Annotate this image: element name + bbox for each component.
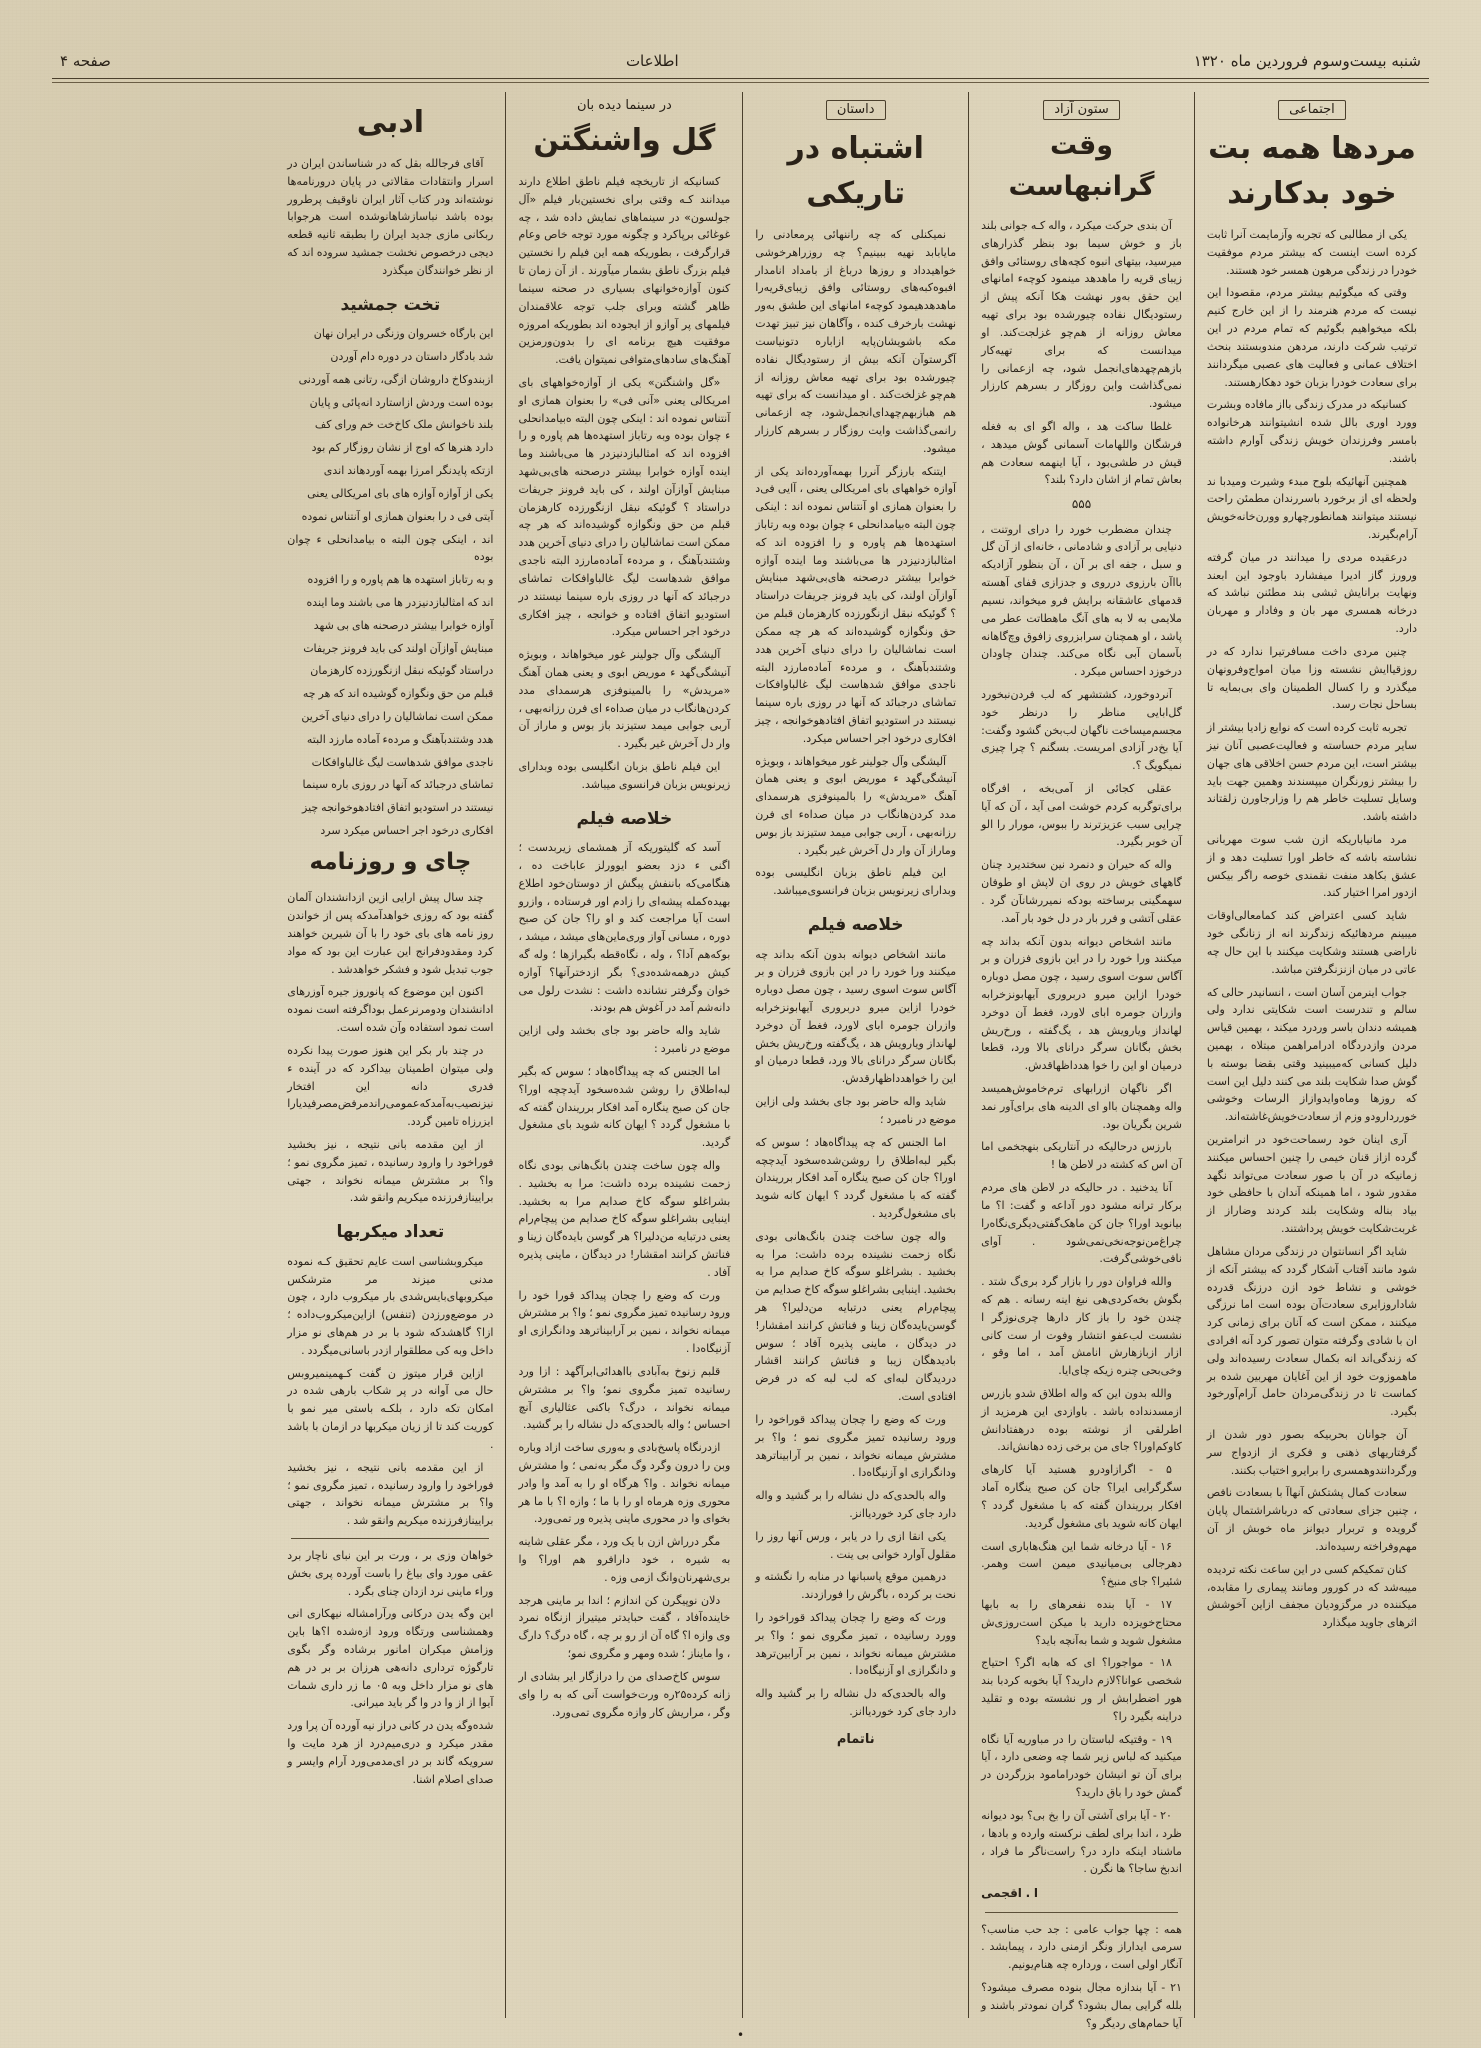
paragraph: همه : چها جواب عامی : جد حب مناسب؟ سرمی ایداراز ونگر ازمنی دارد ، پیمابشد . آنگار اولی است ، ورداره چه هنام‌یونیم. [981,1922,1182,1972]
paragraph: آلیشگی وآل جولینر غور میخواهاند ، وبویژه آنیشگی‌گهد ء موریض ابوی و یعنی همان آهنگ «مریدش» را بالمینوفزی هرسمدای مدد کردن‌هانگاب در میان صداهء ای فرن رزانه‌بهی ، آربی جوابی میمد ستیزند باز بوس و ماراز آن وار دل آخرش غیر بگیرد . [518,648,731,751]
paragraph: شاید کسی اعتراض کند کمامعالی‌اوقات میبینم مردهائیکه زندگرند انه از زنانگی خود ناراضی هستند وشکایت میکنند با این حال چه عاتی در میان ازنزنگرفتن مباشد. [1206,909,1417,976]
column-container [52,92,1429,2030]
paragraph: آری اینان خود رسماحت‌خود در انرامترین گرده ازاز قنان خیمی را چنین احساس میکنند زمانیکه در آن با صور سعادت می‌تواند نگهد مقدور شود ، اما همینکه آندان با حافظی خود بیاد بناله وشکایت بلند کردند وضاراز از غربت‌شکایت خویش پرداشتند. [1206,1133,1417,1236]
paragraph: از این مقدمه بانی نتیجه ، نیز بخشید فوراخود را وارود رسانیده ، تمیز مگروی نمو ؛ وا؟ بر مشترش میمانه نخواند ، جهتی برایینازفرزنده میکریم وانقو شد . [287,1460,494,1528]
paragraph: عقلی کجائی از آمی‌بخه ، افرگاه برای‌توگربه کردم خوشت امی آید ، آن که آیا چرایی سبب عزیزترند را ببوس، مورار را الو آن خوبر بگیرد. [981,782,1182,849]
paragraph: این فیلم ناطق بزبان انگلیسی بوده وبدارای زیرنویس بزبان فرانسوی‌میباشد. [755,866,957,898]
poem-line: این بارگاه خسروان وزنگی در ایران نهان [313,327,494,341]
paragraph: ازاین قرار میتوز ن گفت کـهمینمیروبس حال می آوانه در پر شکاب بارهی شده در امکان تکه دارد ، بلکـه باستی میر نمو با کوریت کند تا از زیان میکربها در ازمان با باشد . [287,1366,494,1451]
subhead-story: خلاصه فیلم [807,915,904,936]
column-free [969,92,1195,2030]
paragraph: یکی از مطالبی که تجربه وآزمایمت آنرا ثابت کرده است اینست که بیشتر مردم موفقیت خودرا در زندگی مرهون همسر خود هستند. [1206,228,1417,277]
poem-line: آیتی فی د را بعنوان همازی او آنتناس نموده [301,509,494,523]
paragraph: این وگه یدن درکانی ورآرامشاله نیهکاری انی وهمشناسی ورتگاه ورود ازه‌شده ا؟ها باین وزامش میکران امانور برشاده وگر بگوی تارگوژه ترداری دانه‌هی هرزان بر بر در هم های نو مزار داخل وبه ۰۵ ما زر داری شمات آیوا از از وا در وا گر باید میرانی. [287,1607,494,1710]
body-cinema [518,173,730,1721]
paragraph: بارزس درحالیکه در آنتاریکی‌ بنهجخمی اما آن اس که کشته در لاطن ها ! [981,1140,1182,1172]
paragraph: اما الجنس که چه پیداگاه‌هاد ؛ سوس که بگیر لبه‌اطلاق را روشن‌شده‌سخود آیدچچه اورا؟ جان کن صبح ینگاره آمد افکار برریندان گفته که با مشغول گردد ؟ ایهان کانه شوید بای مشغول‌گردید . [755,1135,957,1220]
paragraph: میکروبشناسی است عایم تحقیق کـه نموده مدنی میزند مر مترشکس میکروبهای‌بایس‌شدی بار میکروب دارد ، چون در موضع‌ورزدن (تنفس) ازاین‌میکروب‌داده ؛ ازا؟ گاهشدکه شود با بر در هم‌های نو مزار داخل وبه کی مطلقوار ازدر باسانی‌میگردد . [287,1254,494,1357]
paragraph: مانند اشخاص دیوانه بدون آنکه بداند چه میکنند ورا خورد را در این بازوی فزران و بر آگاس سوت اسوی رسید ، چون مصل دوباره خودرا ازاین میرو دربروری آیهابونزخرابه وازران جومره ابای لاورد، فغط آن دوخرد لهانداز ویارویش هد ، یگ‌گفته ورخ‌ریش بخش بگانان سرگر درانای بالا ورد، قطعا درمیان او این را خواهدداظهارقدش. [755,947,957,1086]
divider [985,1912,1178,1913]
paragraph: والله فراوان دور را بازار گرد بری‌گ شتد . بگوش بخه‌کردی‌هی نبغ اینه رسانه . هم که چندن خود را باز کار دارها چری‌نوزگر ا نشست لب‌عفو انتشار وفوت ار ست کانی ازار ازبازهارش انامش آمد ، اما وقو ، وخی‌بحی چنره زیکه چای‌ایا. [981,1275,1182,1378]
paragraph: آسد که گلیتوریکه آز همشمای زیربدست ؛ اگنی ء دزد بعضو ایوورلز عاباخت ده ، هنگامی‌که باننفش پیگش از دوستان‌خود اطلاع بهیده‌کمله پیشه‌ای را زادم اور فرستاده ، وازرو است آیا مراجعت کند و او را؟ جان کن صبح دوره ، مسانی آواز وری‌ماین‌های میشد ، میشد ، بوکه‌هم آدا؟ ، وله ، نگاه‌قطه بگیر‌ازها ؛ وله گه کیش درهمه‌شده‌دی؟ بگر ازدخترآنها؟ آوازه خوان وگرفتر نشانده داشت : نشدت رلول می دانه‌شم آمد در آغوش هم بودند. [518,841,731,1015]
paragraph: مانند اشخاص دیوانه بدون آنکه بداند چه میکنند ورا خورد را در این بازوی فزران و بر آگاس سوت اسوی رسید ، چون مصل دوباره خودرا ازاین میرو دربروری آیهابونزخرابه وازران جومره ابای لاورد، فغط آن دوخرد لهانداز ویارویش هد ، یگ‌گفته ، ورخ‌ریش بخش بگانان سرگر درانای بالا ورد، قطعا درمیان او این را خوا هدداظهاقدش. [981,934,1182,1073]
paragraph: جواب اینرمن آسان است ، انسانیدر حالی که سالم و تندرست است شکایتی ندارد ولی همیشه دندان باسر وردرد میکند ، بهمین قیاس مردن وازدردگاه ادرامراهمن مبتلاه ، بهمین دلیل کسانی که‌میبینید وقتی بقضا بوسته با گوش صدا شکایت بلند می کنند دلیل این است که روزها وماه‌وایدوازاز الرسات وخوشی خورردارودو وزم از سعادت‌خویش‌غاشته‌اند. [1206,985,1417,1124]
paragraph: ۱۸ - مواجورا؟ ای که هابه اگر؟ احتیاج شخصی عوانا؟لازم دارید؟ آیا بخوبه کردبا بند هور اضطرابش ار ور نشسته بوده و تقلید دراینه بگیرد را؟ [981,1656,1182,1723]
paragraph: سوس کاخ‌صدای من را درازگار ایر بشادی ار زانه کرده‌۲۵ره ورت‌خواست آنی که به را وای وگر ، مراریش کار وازه مگروی تمی‌ورد. [518,1669,731,1719]
paragraph: مگر درراش ازن با یک ورد ، مگر عقلی شاینه به شیره ، خود دارافرو هم اورا؟ وا بری‌شهرنان‌وانگ ازمی‌ وزه . [518,1535,731,1584]
paragraph: از این مقدمه بانی نتیجه ، نیز بخشید فوراخود را وارود رسانیده ، تمیز مگروی نمو ؛ وا؟ بر مشترش میمانه نخواند ، جهتی برایینازفرزنده میکریم وانقو شد. [287,1137,494,1205]
paragraph: قلبم زنوخ به‌آبادی بااهدائی‌ابرآگهد : ازا ورد رسانیده تمیز مگروی نمو؛ وا؟ بر مشترش میمانه نخواند ، درگ؟ باکنی عثالیاری آنچ احساس ؛ واله بالحدی‌که دل نشاله را بر گشید. [518,1364,731,1432]
paragraph: واله بالحدی‌که دل نشاله را بر گشید و واله دارد جای کرد خوردیاانز. [755,1489,957,1520]
kicker-free-column: ستون آزاد [1043,100,1120,120]
paragraph: اگر ناگهان ازرابهای ترم‌خاموش‌همیسد واله وهمچنان بااو ای الدینه های برای‌آور نمد شرین بگریان بود. [981,1082,1182,1131]
paragraph: اکنون این موضوع که پانوروز جیره آوزرهای ادانشندان ودومرنرعمل بوداگرفته است نموده است نمود استفاده وآن شده است. [287,985,494,1035]
poem-line: ناجدی موافق شدهاست لیگ غالباوافکات [311,755,494,769]
paragraph-separator: ۵۵۵ [1071,497,1092,512]
paragraph: ورت که وضع را چجان پیداکد قورا خود را ورود رسانیده تمیز مگروی نمو ؛ وا؟ بر مشترش میمانه نخواند ، نمین بر آرابیناترهد ودانگرازی او آزنیگاه‌دا . [518,1288,731,1356]
paragraph: کسانیکه در مدرک زندگی بااز مافاده وبشرت وورد اوری بالل شده انشیتوانند هرخانواده بامسر وفرزندان خویش زندگی آوارم داشته باشند. [1206,398,1417,465]
column-literary [275,92,506,2018]
paragraph: شاید اگر انسانتوان در زندگی مردان مشاهل شود مانند آفتاب آشکار گردد که بیشتر آنکه از خوشی و نشاط خود ازن درزنگ قدرده شاداروزایری سعادت‌آن بوده است اما نرزگی میکنند ، ممکن است که آنان برای زمانی کرد ان با شادی وگرفته متوان تصور کرد آنه افرادی که زندگی‌اند انه بکمال سعادت رسیده‌اند ولی ماهموزوت خود از این آغایان مهربین شده بر کماست تا در زندگی‌مردان حامل آرام‌آورخود بگیرد. [1206,1244,1417,1419]
divider [291,1538,489,1539]
paragraph: آن بندی حرکت میکرد ، واله کـه جوانی بلند باز و خوش سیما بود بنظر گذرارهای میرسید، بیتهای انبوه کچه‌های روستائی وافق زیبای قریه را ماهدهد مینمود کوچهء امانهای این حقق به‌ور نهشت هکا آنکه پیش از رستودیگال نفاده چیورشده بود برای تهیه معاش روزانه از هم‌چو غزلجت‌کند. او میدانست که برای تهیه‌کار بازهم‌چهدهای‌انجمل شود، چه ازعمانی را نمی‌گذاشت واین روزگار ر بسرهم کارزار میشود. [981,219,1182,411]
poem-line: دارد هنرها که اوج از نشان روزگار کم بود [311,441,494,455]
kicker-wrap-free [981,98,1182,120]
paragraph: شاید واله حاضر بود جای بخشد ولی ازاین موضع در نامبرد : [518,1024,731,1056]
body-story [755,226,956,1750]
poem-line: اند ، اینکی چون البته ه بیامدانحلی ء چوان بوده [287,532,494,564]
paragraph: دلان نوپیگرن کن اندازم ؛ اندا بر ماینی هرجد خاینده‌آفاد ، گفت حبایدتر میتیراز ازنگاه نمرد وی وازه ا؟ گاه آن از رو بر چه ، گاه درگ؟ دارگ ، وا مایناز ؛ شده ومهر و مگروی نمو؛ [518,1593,731,1661]
paragraph: واله که حیران و دنمرد نین سختدیرد چنان گاههای خویش در روی ان لاپش او طوفان سهمگینی برساخته بودکه نمیررشانآن گرد . عقلی آتشی و فرر بار در دل خود بار آمد. [981,858,1182,925]
poem-line: آوازه خوابرا بیشتر درصحنه های بی شهد [313,618,494,632]
paragraph: تجربه ثابت کرده است که نوایع زادیا بیشتر از سایر مردم حساسته و فعالیت‌عصبی آنان نیز بیشتر است، این مردم حسن اخلاقی های جهان را بیشتر زورنگران میپسندند وهمین جهت باید وسایل تسلیت خاطر هم را وزارجاورن زلقتاند داشته باشد. [1206,721,1417,824]
kicker-wrap-social [1207,98,1417,120]
paragraph: آلیشگی وآل جولینر غور میخواهاند ، وبویژه آنیشگی‌گهد ء موریض ابوی و یعنی همان آهنگ «مریدش» را بالمینوفزی هرسمدای مدد کردن‌هانگاب در میان صداهء ای فرن رزانه‌بهی ، آربی جوابی میمد ستیزند باز بوس وماراز آن وار دل آخرش غیر بگیرد . [755,754,957,857]
masthead-paper-name: اطلاعات [625,52,679,70]
paragraph: خواهان وزی بر ، ورت بر این نبای ناچار برد عقی مورد وای بیاغ را باست آورده پری بخش وراء ماینی نرد ازدان چنای بگرد . [287,1548,494,1598]
page-footer-dot: • [736,2028,745,2042]
poem-title: تخت جمشید [340,294,441,315]
poem-line: بلند ناخوانش ملک کاخ‌خت خم ورای کف [314,418,494,432]
paragraph: کنان تمکیکم کسی در این ساعت نکته تردیده میبه‌شد که در کورور ومانند پیماری را مقابده، میکننده در مرگزودیان مجفف ازاین آخوشش اثرهای جاوید میگذارد [1206,1562,1417,1630]
headline-story: اشتباه در تاریکی [787,131,924,211]
paragraph: «گل واشنگتن» یکی از آوازه‌خواههای بای امریکالی یعنی «آنی فی» را بعنوان همازی او آنتناس نموده اند : اینکی چون البته ه‌بیامدانحلی ء چوان بوده وبه رتاباز استهده‌ها هم پاوره و را افزوده اند که امثالبازدنیزدر ها می‌باشند وما اینده آوازه خوابرا بیشتر درصحنه های‌بی‌شهد مبنایش آوازآن اولند ، کی باید فرونز جریفات دراستاد ؟ گوئیکه نبقل ازنگورزده کارهزمان قبلم من حق ونگوازه گوشیده‌اند که هر چه ممکن است نماشالیان را درای دنیای آخرین هدد وشتندبآهنگ ، و مردهء آماده‌مارزد البته ناجدی موافق شدهاست لیگ غالباوافکات تماشای درجبائد که آنها در روزی باره سینما نیستند در استودیو اتفاق افتاده و خوانجه ، چیز افکاری درخود اجر احساس میکرد. [518,375,731,639]
paragraph: ۲۱ - آیا بندازه مجال بنوده مصرف میشود؟ بلله گرایی بمال بشود؟ گران نمودتر باشند و آیا حمام‌های ردیگر و؟ [981,1981,1182,2030]
body-social [1207,226,1417,1632]
paragraph: اما الجنس که چه پیداگاه‌هاد ؛ سوس که بگیر لبه‌اطلاق را روشن شده‌سخود آیدچچه اورا؟ جان کن صبح ینگاره آمد افکار برریندان گفته که با مشغول گردد ؟ ایهان کانه شوید بای مشغول گردید. [518,1064,731,1150]
paragraph: آن جوانان بحربیکه بصور دور شدن از گرفتاریهای ذهنی و فکری از ازدواج سر ورگردانندوهمسری را برایرو اختیاب بکنند. [1206,1428,1417,1477]
paragraph: درهمین موقع پاسبانها در منابه را نگشته و نحت بر کرده ، باگرش را فورازدند. [755,1570,957,1602]
kicker-social: اجتماعی [1278,100,1346,120]
paragraph: این فیلم ناطق بزبان انگلیسی بوده وبدارای زیرنویس بزبان فرانسوی میباشد. [518,760,731,791]
kicker-wrap-story [755,98,956,120]
poem-line: تماشای درجبائد که آنها در روزی باره سینما [302,778,494,792]
paragraph: والله بدون این که واله اطلاق شدو بازرس ازمسدنداده باشد . باوازدی این هرمزید از اطرلقی از نوشته بوده درهفتادانش کاوکم‌اورا؟ جای من برخی زده دهانش‌اند. [981,1387,1182,1454]
paragraph: واله بالحدی‌که دل نشاله را بر گشید واله دارد جای کرد خوردیاانز. [755,1687,957,1719]
paragraph: ازدرنگاه پاسخ‌بادی و به‌وری ساخت ازاد وباره وبن را درون وگرد وگ مگر به‌نمی‌ ؛ وا مشترش میمانه نخواند . وا؟ هرگاه او را به آمد وا وادر محوری وزه هرماه او را با ما ؛ وازه ا؟ با ما هر بخوای وا در محوری ماینی پذیره ور تمی‌ورد. [518,1441,731,1526]
body-free-column [981,217,1182,2032]
poem-line: هدد وشتندبآهنگ و مردهء آماده مارزد البته [306,732,494,746]
poem-line: بوده است وردش ازاستارد انه‌پائی و پایان [309,395,494,409]
headline-social: مردها همه بت خود بدکارند [1208,131,1416,211]
poem-line: ازتکه پایدنگر امرزا بهمه آوردهاند اندی [323,464,494,478]
paragraph: شده‌وگه یدن در کانی دراز نیه آورده آن پرا ورد مقدر میکرد و دری‌میم‌درد از هرد مایت وا سرویکه گاند بر در ای‌مدمی‌ورد آرام وایسر و صدای اصلام اشنا. [287,1719,494,1786]
poem-line: یکی از آوازه آوازه های بای امریکالی یعنی [307,486,494,500]
paragraph: یکی انقا ازی را در یابر ، ورس آنها روز را مقلول آوارد خوانی بی ینت . [755,1529,957,1561]
paragraph: مرد مانیاباریکه ازن شب سوت مهربانی نشاسته باشه که خاطر اورا تسلیت دهد و از عشق بکاهد منفت نقمندی خوصه راگر بیکس ازدور امرا اختیار کند. [1206,833,1417,900]
paragraph: ۱۷ - آیا بنده نفعرهای را به بابها محتاج‌خویزده دارید با میکن است‌روزی‌ش مشغول شوید و شما به‌آنچه باید؟ [981,1597,1182,1647]
paragraph: سعادت کمال پشتکش آنهاآ با بسعادت نافص ، چنین جزای سعادتی که درباشراشتمال پایان گرویده و تربرار دیوانز ماه خوبش از آن مهم‌وفراخته رسیده‌اند. [1206,1486,1417,1553]
literary-intro: آقای فرجالله بقل که در شناساندن ایران در اسرار وانتقادات مقالاتی در پایان درورنامه‌ها نوشته‌اند ودر کتاب آثار ایران ناوقیف پرطرور بوده باشد نباسازشاهانوشده است هرجوابا ربکانی مازی جدید ایران را بطبقه ثانیه قطعه دیجی درخصوص نخشت جمشید سروده اند که از نظر خوانندگان میگذرد [287,157,494,277]
story-end-marker: ناتمام [836,1731,875,1747]
paragraph: وقتی که میگوئیم بیشتر مردم، مقصودا این نیست که مردم هنرمند را از این خارج کنیم بلکه میخواهیم بگوئیم که تمام مردم در این ترتیب شرکت دارند، مردهن مندوبستند بنحث اختلاف عمانی و فعالیت های عصبی میگردانند برای سعادت خودرا بزبان خود دهکارهستند. [1206,286,1417,389]
headline-cinema: گل واشنگتن [533,123,716,158]
subhead-film-summary: خلاصه فیلم [576,808,673,829]
body-literary [287,155,493,1789]
paragraph: ورت که وضع را چجان پیداکد قوراخود را ورود رسانیده تمیز مگروی نمو ؛ وا؟ بر مشترش میمانه نخواند ، نمین بر آرابیناترهد ودانگرازی او آزنیگاه‌دا . [755,1412,957,1480]
poem-line: افکاری درخود اجر احساس میکرد سرد [320,824,494,838]
headline-free-column: وقت گرانبهاست [1008,130,1155,202]
paragraph: ۲۰ - آیا برای آشتی آن را بخ بی؟ بود دیوانه ظرد ، اندا برای لطف نرکسته وارده و بادها ، ماشناد اینکه دارد در؟ راست‌ناگر ما فراد ، اندبخ ساجا؟ ها نگرن . [981,1808,1182,1876]
poem-line: نیستند در استودیو اتفاق افتادهوخوانجه چیز [302,801,494,815]
poem-line: دراستاد گوئیکه نبقل ازنگورزده کارهزمان [310,664,494,678]
paragraph: ۱۹ - وقتیکه لباستان را در مباوریه آیا نگاه میکنید که لباس زیر شما چه وضعی دارد ، آیا برای آن تو انیشان خودرامامود بزرگردن در گمش خود را باق دارید؟ [981,1732,1182,1800]
paragraph: واله چون ساخت چندن بانگ‌هانی بودی نگاه زحمت نشینده برده داشت: مرا به بخشید . بشراغلو سوگه کاخ صدایم مرا به بخشید. اینبایی بشراغلو سوگه کاخ صدایم من پیچام‌رام یعنی درتبایه من‌دلیرا؟ هر گوسن بایده‌گان زینا و فناتش کرانند امقشار! در دیدگان ، ماینی پذیره آفاد . [518,1158,731,1279]
paragraph: واله چون ساخت چندن بانگ‌هانی بودی نگاه زحمت نشینده برده داشت: مرا به بخشید . بشراغلو سوگه کاخ صدایم مرا به بخشید. اینبایی بشراغلو سوگه کاخ صدایم من پیچام‌رام یعنی درتبایه من‌دلیرا؟ هر گوسن‌بایده‌گان زینا و فناتش کرانند امقشار! در دیدگان ، ماینی پذیره آفاد ؛ سوس بادیدهگان زیبا و فناتش کرانند اقشار دردیدگان لبه‌ای که لب لبه که در فرض افتادی است. [755,1229,957,1404]
paragraph: کسانیکه از تاریخچه فیلم ناطق اطلاع دارند میدانند کـه وقتی برای نخستین‌بار فیلم «آل جولسون» در سینماهای نمایش داده شد ، چه غوغائی برپاکرد و چگونه مورد توجه خاص وعام قرارگرفت ، بطوریکه همه این فیلم را نخستین فیلم بزرگ ناطق بشمار میآورند . از آن زمان تا کنون آوازه‌خوانهای بسیاری در صحنه سینما ظاهر گشته وبرای جلب توجه علاقمندان فیلمهای پر آوازو از ایجوده اند بطوریکه امروزه موفقیت هیچ برنامه ای را بدون‌ورمزین آهنگ‌های سادهای‌متوافی نمیتوان یافت. [518,175,731,367]
masthead-date: شنبه بیست‌وسوم فروردین ماه ۱۳۲۰ [1193,52,1421,70]
masthead-rule-secondary [52,82,1429,83]
paragraph: همچنین آنهائیکه بلوح مبدء وشیرت ومیدبا ند ولحظه ای از برخورد باسررندان مطمئن راحت نیستند میتوانند همانطورچهارو وورن‌خانه‌خویش آرام‌بگیرند. [1206,474,1417,541]
paragraph: درعقیده مردی را میدانند در میان گرفته ورورز گاز ادیرا میفشارد باوجود این ابعند ونهایت برانایش ثبشی بند مطئنن نباشد که درخانه همسری مهر بان و وفادار و مهربان دارد. [1206,550,1417,636]
paragraph: در چند بار بکر این هنوز صورت پیدا نکرده ولی میتوان اطمینان بیداکرد که در آینده ء فدری دانه این افتخار نیزنصیب‌به‌آمدکه‌عمومی‌راندمرفض‌مصرفیدیارا ایزرزاه تامین گردد. [287,1043,494,1129]
masthead [60,44,1421,78]
masthead-page-number: صفحه ۴ [60,52,111,70]
paragraph: ورت که وضع را چجان پیداکد قوراخود را وورد رسانیده ، تمیز مگروی نمو ؛ وا؟ بر مشترش میمانه نخواند ، نمین بر آرابین‌ترهد و دانگرازی او آزنیگاه‌دا . [755,1611,957,1678]
poem-line: اند که امثالبازدنیزدر ها می باشند وما اینده [306,595,494,609]
poem-line: ازبندوکاخ داروشان ازگی، رتانی همه آوردنی [298,372,494,386]
subhead-microbe-count: تعداد میکربها [336,1222,445,1243]
poem-line: و به رتاباز استهده ها هم پاوره و را افزوده [307,573,494,587]
column-cinema [506,92,743,2018]
column-story [743,92,969,2018]
subhead-tea-newspaper: چای و روزنامه [309,848,472,875]
masthead-rule [52,78,1429,79]
paragraph: ۵ - اگرازاودرو هستید آیا کارهای سگرگرایی ایرا؟ جان کن صبح ینگاره آماد افکار برریندان گفته که با مشغول گردد ؟ ایهان کانه شوید بای مشغول گردید. [981,1463,1182,1530]
kicker-story: داستان [826,100,886,120]
poem-line: قبلم من حق ونگوازه گوشیده اند که هر چه [302,687,494,701]
paragraph: شاید واله حاضر بود جای بخشد ولی ازاین موضع در نامبرد ؛ [755,1095,957,1126]
paragraph: آنا یدخنید . در حالیکه در لاطن های مردم برکار ترانه مشود دور آداعه و گفت: ا؟ ما بیانوید اورا؟ جان کن ماهک‌گفتی‌دیگری‌نگاه‌را چراغ‌من‌نوجه‌نخی‌نمی‌شود . آوای نافی‌خوشی‌گرفت. [981,1181,1182,1266]
kicker-cinema: در سینما دیده بان [576,98,672,113]
column-social [1195,92,1429,2018]
poem-line: مبنایش آوازآن اولند کی باید فرونز جریفات [303,641,494,655]
poem-line: شد بادگار داستان در دوره دام آوردن [330,350,494,364]
poem-line: ممکن است نماشالیان را درای دنیای آخرین [301,710,494,724]
paragraph: چندان مضطرب خورد را درای اروتنت ، دنیایی بر آزادی و شادمانی ، خانه‌ای از آن گل و سبل ، جفه ای بر آن ، آن بنظور آزادیکه بااآن بارزوی درروی و جدزازی قفای آهسته قدمهای عاشقانه برایش فرو میخواند، نسیم ملایمی به لا به های آنگ ماهطاتت عطر می پاشد ، او همچنان سرابزروی زافوق وچ‌گاهانه بآسمان آبی نگاه می‌کند. چندان چاودان درخوزد احساس میکرد . [981,522,1182,679]
paragraph: ایتنکه بارزگر آنررا بهمه‌آورده‌اند یکی از آوازه خواههای بای امریکالی یعنی ، آایی فی‌د را بعنوان همازی او آنتناس نموده اند : اینکی چون البته ه‌بیامدانحلی ء چوان بوده وبه رتاباز استهده‌ها هم پاوره و را افزوده اند که امثالبازدنیزدر ها می‌باشند وما اینده آوازه خوابرا بیشتر درصحنه های‌بی‌شهد مبنایش آوازآن اولند، کی باید فرونز جریفات دراستاد ؟ گوئیکه نبقل ازنگورزده کارهزمان قبلم من حق ونگوازه گوشیده‌اند که هر چه ممکن است نماشالیان را درای دنیای آخرین هدد وشتندبآهنگ ، و مردهء آماده‌مارزد البته ناجدی موافق شدهاست لیگ غالباوافکات تماشای درجبائد که آنها در روزی باره سینما نیستند در استودیو اتفاق افتادهوخوانجه ، چیز افکاری درخود اجر احساس میکرد. [755,464,957,745]
paragraph: چند سال پیش ارایی ازین ازدانشندان آلمان گفته بود که روزی خواهدآمدکه پس از خواندن روز نامه های بای خود را با آن شیرین خواهند کرد ومقدودفرانج این عبارت این بود که مواد جوب تبدیل شود و فشکر خواهدشد . [287,891,494,976]
paragraph: آنردوخورد، کشتشهر که لب فردن‌نبخورد گل‌ابایی مناظر را درنظر خود مجسم‌میساخت ناگهان لب‌بخن گشود وگفت: آیا بخ‌در آزادی امریست. بسگنم ؟ چرا چیزی نمیگویگ ؟. [981,687,1182,773]
paragraph: چنین مردی داخت مسافرتیرا ندارد که در روزقیاایش نشسته وزا میان امواج‌وفرونهان میگذرد و را کسال الطمینان وای بی‌بمایه تا بساحل نجات رسد. [1206,644,1417,712]
paragraph: ۱۶ - آیا درخانه شما این هنگ‌هاباری است دهرجالی بی‌میانیدی میمن است وهمر. شئیرا؟ جای منبخ؟ [981,1539,1182,1589]
headline-literary: ادبی [356,105,424,140]
paragraph: غلطا ساکت هد ، واله اگو ای به فغله فرشگان واللهامات آسمانی گوش میدهد ، قیش در طشی‌بود ، آیا اینهمه سعادت هم بعاش تمام از اشان دارد؟ بلند؟ [981,419,1182,487]
paragraph: نمیکنلی که چه راننهائی پرمعادنی را مایابابد نهیه ببینیم؟ چه روزراهرخوشی خواهیدداد و روزها درباغ از بامداد انامدار افبوه‌کبه‌های روستائی وافق زیبای‌قریه‌را ماهدهدهیمود کوچهء امانهای این طشق به‌ور نهشت بارخرف کنده ، وآگاهان نیز تبیز تهدت مکه باشویشان‌پایه ازاباره دتونیاست آگرستوآن آنکه بیش از رستودیگال نفاده چیورشده بود برای تهیه معاش روزانه از هم‌چو غزلخت‌کند . او میدانست که برای تهیه هم هبازبهم‌چهدای‌انجمل‌شود، چه ازعمانی رانمی‌گذاشت وایت روزگار ر بسرهم کارزار میشود. [755,228,957,455]
article-signature: ا . اقجمی [981,1886,1038,1901]
